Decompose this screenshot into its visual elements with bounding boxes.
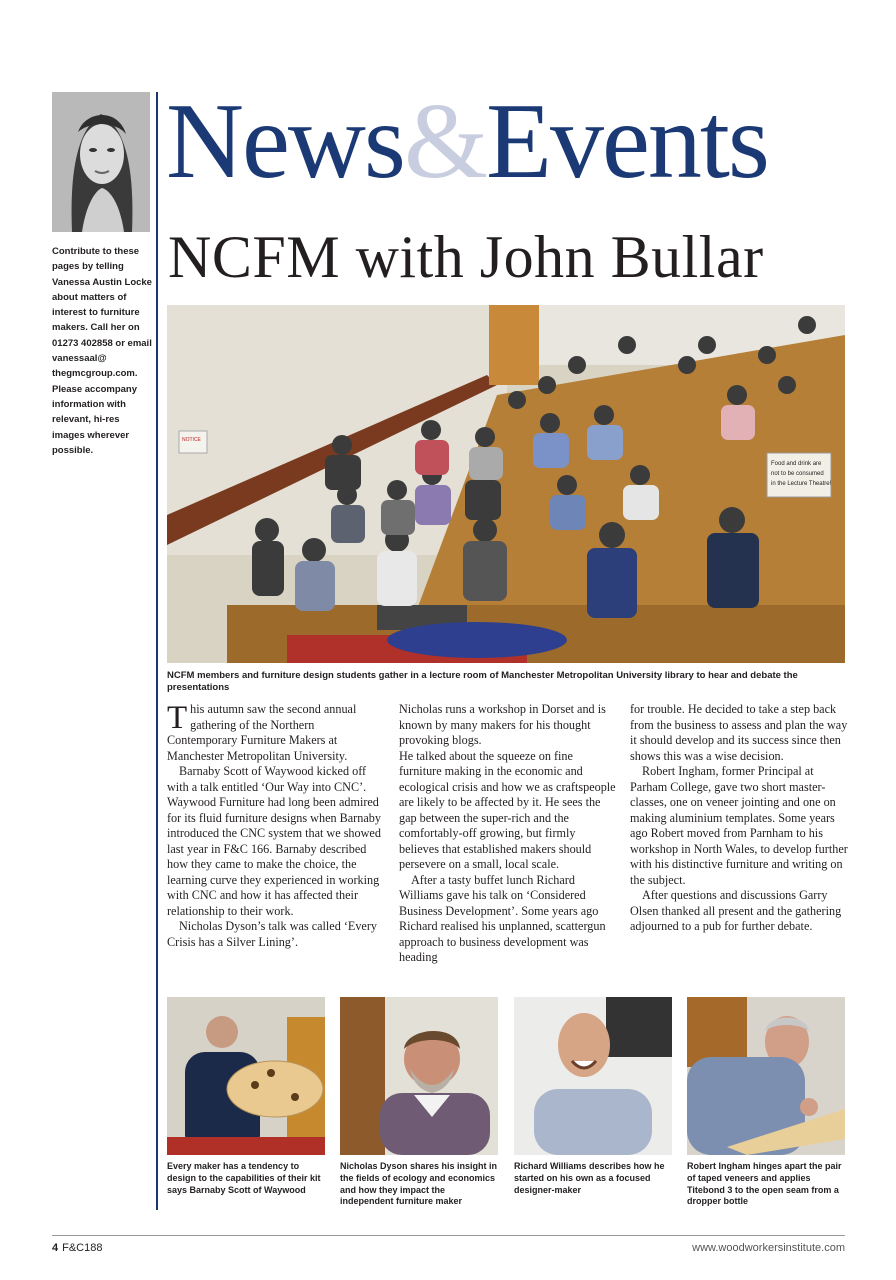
paragraph: After a tasty buffet lunch Richard Williams gave his talk on ‘Considered Business Development’. Some years ago Richard realised his unplanned, scattergun approach to business development was heading xyxy=(399,872,606,964)
article-headline: NCFM with John Bullar xyxy=(168,224,764,290)
vertical-rule xyxy=(156,92,158,1210)
thumb-caption-4: Robert Ingham hinges apart the pair of taped veneers and applies Titebond 3 to the open seam from a dropper bottle xyxy=(687,1161,842,1207)
drop-cap: T xyxy=(167,700,188,736)
lecture-room-photo xyxy=(167,305,845,663)
section-masthead xyxy=(166,82,866,202)
masthead-news: News xyxy=(166,82,404,201)
svg-text:not to be consumed: not to be consumed xyxy=(771,471,824,477)
paragraph: Barnaby Scott of Waywood kicked off with a talk entitled ‘Our Way into CNC’. Waywood Furniture had long been admired for its fluid furniture designs when Barnaby introduced the CNC system that we showed last year in F&C 166. Barnaby described how they came to make the choice, the learning curve they experienced in working with CNC and how it has affected their relationship to their work. xyxy=(167,764,381,918)
paragraph: He talked about the squeeze on fine furniture making in the economic and ecological crisis and how we as craftspeople are likely to be affected by it. He sees the gap between the super-rich and the comfortably-off growing, but firmly believes that established makers should persevere on a small, local scale. xyxy=(399,748,616,871)
thumb-caption-2: Nicholas Dyson shares his insight in the fields of ecology and economics and how they impact the independent furniture maker xyxy=(340,1161,498,1207)
paragraph: Nicholas Dyson’s talk was called ‘Every Crisis has a Silver Lining’. xyxy=(167,919,377,949)
thumb-caption-1: Every maker has a tendency to design to the capabilities of their kit says Barnaby Scott of Waywood xyxy=(167,1161,321,1195)
masthead-events: Events xyxy=(485,82,768,201)
article-column-1 xyxy=(167,702,385,950)
photo-nicholas-dyson xyxy=(340,997,498,1155)
thumb-caption-3: Richard Williams describes how he started on his own as a focused designer-maker xyxy=(514,1161,665,1195)
footer-rule xyxy=(52,1235,845,1236)
paragraph: Nicholas runs a workshop in Dorset and is known by many makers for his thought provoking blogs. xyxy=(399,702,606,747)
issue-label: F&C188 xyxy=(62,1242,103,1254)
main-photo-caption: NCFM members and furniture design students gather in a lecture room of Manchester Metropolitan University library to hear and debate the presentations xyxy=(167,670,798,693)
sign-text: Food and drink are xyxy=(771,461,822,467)
contribute-note: Contribute to these pages by telling Vanessa Austin Locke about matters of interest to furniture makers. Call her on 01273 402858 or email vanessaal@ thegmcgroup.com. Please accompany information with relevant, hi-res images wherever possible. xyxy=(52,246,152,456)
footer-website[interactable]: www.woodworkersinstitute.com xyxy=(692,1242,845,1254)
article-column-2 xyxy=(399,702,617,966)
masthead-ampersand: & xyxy=(403,82,486,201)
notice-text: NOTICE xyxy=(182,437,201,443)
paragraph: for trouble. He decided to take a step back from the business to assess and plan the way it should develop and its success since then shows this was a wise decision. xyxy=(630,702,848,763)
paragraph: After questions and discussions Garry Olsen thanked all present and the gathering adjourned to a pub for further debate. xyxy=(630,888,842,933)
photo-robert-ingham xyxy=(687,997,845,1155)
page-number: 4 xyxy=(52,1242,59,1254)
photo-richard-williams xyxy=(514,997,672,1155)
paragraph: Robert Ingham, former Principal at Parham College, gave two short master-classes, one on veneer jointing and one on making aluminium templates. Some years ago Robert moved from Parnham to his workshop in North Wales, to develop further with his distinctive furniture and writing on the subject. xyxy=(630,764,848,887)
photo-barnaby-scott xyxy=(167,997,325,1155)
paragraph: This autumn saw the second annual gathering of the Northern Contemporary Furniture Makers at Manchester Metropolitan University. xyxy=(167,700,357,763)
svg-text:in the Lecture Theatre!: in the Lecture Theatre! xyxy=(771,481,832,487)
article-column-3 xyxy=(630,702,848,935)
contributor-portrait xyxy=(52,92,150,232)
footer-page-info xyxy=(52,1242,102,1254)
